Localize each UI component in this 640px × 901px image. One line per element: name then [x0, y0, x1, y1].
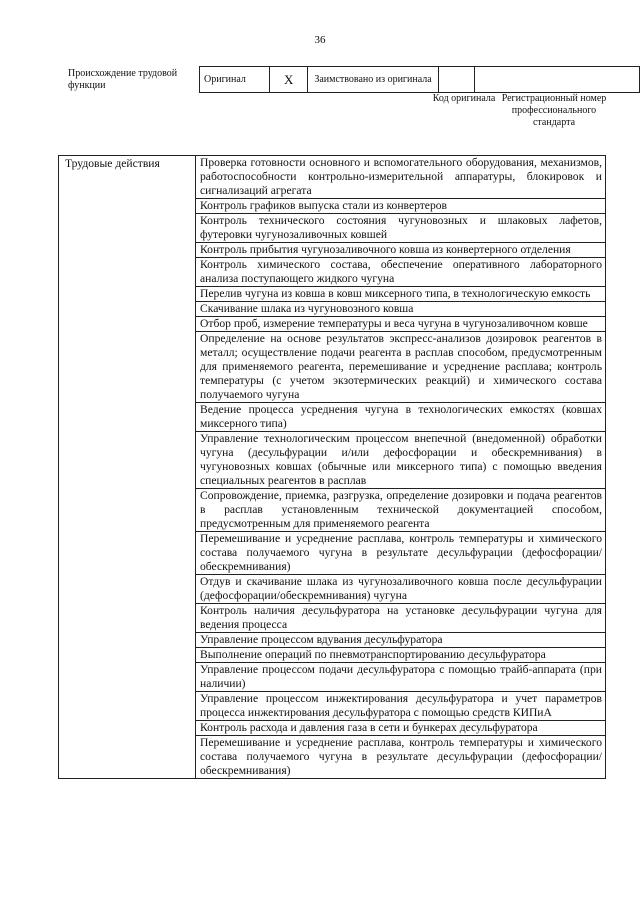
original-code-caption: Код оригинала — [432, 93, 496, 104]
action-item: Контроль химического состава, обеспечение оперативного лабораторного анализа поступающего жидкого чугуна — [196, 258, 605, 287]
registration-number-cell — [474, 67, 639, 93]
action-item: Ведение процесса усреднения чугуна в технологических емкостях (ковшах миксерного типа) — [196, 403, 605, 432]
function-origin-label: Происхождение трудовой функции — [68, 68, 178, 91]
page-number: 36 — [314, 34, 326, 46]
labor-actions-label: Трудовые действия — [59, 156, 196, 779]
action-item: Управление процессом инжектирования десульфуратора и учет параметров процесса инжектирования десульфуратора с помощью средств КИПиА — [196, 692, 605, 721]
borrowed-label: Заимствовано из оригинала — [308, 67, 438, 93]
action-item: Контроль графиков выпуска стали из конвертеров — [196, 199, 605, 214]
action-item: Отбор проб, измерение температуры и веса чугуна в чугунозаливочном ковше — [196, 317, 605, 332]
action-item: Управление технологическим процессом внепечной (внедоменной) обработки чугуна (десульфурации и/или дефосфорации и обескремнивания) в чугуновозных ковшах (обычные или миксерного типа) с помощью введения специальных реагентов в расплав — [196, 432, 605, 489]
action-item: Отдув и скачивание шлака из чугунозаливочного ковша после десульфурации (дефосфорации/обескремнивания) чугуна — [196, 575, 605, 604]
action-item: Контроль прибытия чугунозаливочного ковша из конвертерного отделения — [196, 243, 605, 258]
labor-actions-list — [196, 156, 606, 779]
original-label: Оригинал — [200, 67, 270, 93]
action-item: Сопровождение, приемка, разгрузка, определение дозировки и подача реагентов в расплав установленным технической документацией способом, предусмотренным для применяемого реагента — [196, 489, 605, 532]
action-item: Управление процессом вдувания десульфуратора — [196, 633, 605, 648]
action-item: Перелив чугуна из ковша в ковш миксерного типа, в технологическую емкость — [196, 287, 605, 302]
action-item: Проверка готовности основного и вспомогательного оборудования, механизмов, работоспособности контрольно-измерительной аппаратуры, блокировок и сигнализаций агрегата — [196, 156, 605, 199]
action-item: Контроль расхода и давления газа в сети и бункерах десульфуратора — [196, 721, 605, 736]
action-item: Перемешивание и усреднение расплава, контроль температуры и химического состава получаемого чугуна в результате десульфурации (дефосфорации/обескремнивания) — [200, 736, 602, 777]
action-item: Управление процессом подачи десульфуратора с помощью трайб-аппарата (при наличии) — [196, 663, 605, 692]
original-code-cell — [438, 67, 474, 93]
action-item: Контроль технического состояния чугуновозных и шлаковых лафетов, футеровки чугунозаливочных ковшей — [196, 214, 605, 243]
original-mark: X — [270, 67, 308, 93]
action-item: Выполнение операций по пневмотранспортированию десульфуратора — [196, 648, 605, 663]
action-item: Скачивание шлака из чугуновозного ковша — [196, 302, 605, 317]
action-item: Контроль наличия десульфуратора на установке десульфурации чугуна для ведения процесса — [196, 604, 605, 633]
action-item: Перемешивание и усреднение расплава, контроль температуры и химического состава получаемого чугуна в результате десульфурации (дефосфорации/обескремнивания) — [196, 532, 605, 575]
action-item: Определение на основе результатов экспресс-анализов дозировок реагентов в металл; осуществление подачи реагента в расплав способом, предусмотренным для применяемого реагента, перемешивание и усреднение расплава; контроль температуры (с учетом экзотермических реакций) и химического состава получаемого чугуна — [196, 332, 605, 403]
registration-number-caption: Регистрационный номер профессионального стандарта — [501, 93, 607, 128]
origin-table — [199, 66, 640, 93]
labor-actions-table — [58, 155, 606, 779]
